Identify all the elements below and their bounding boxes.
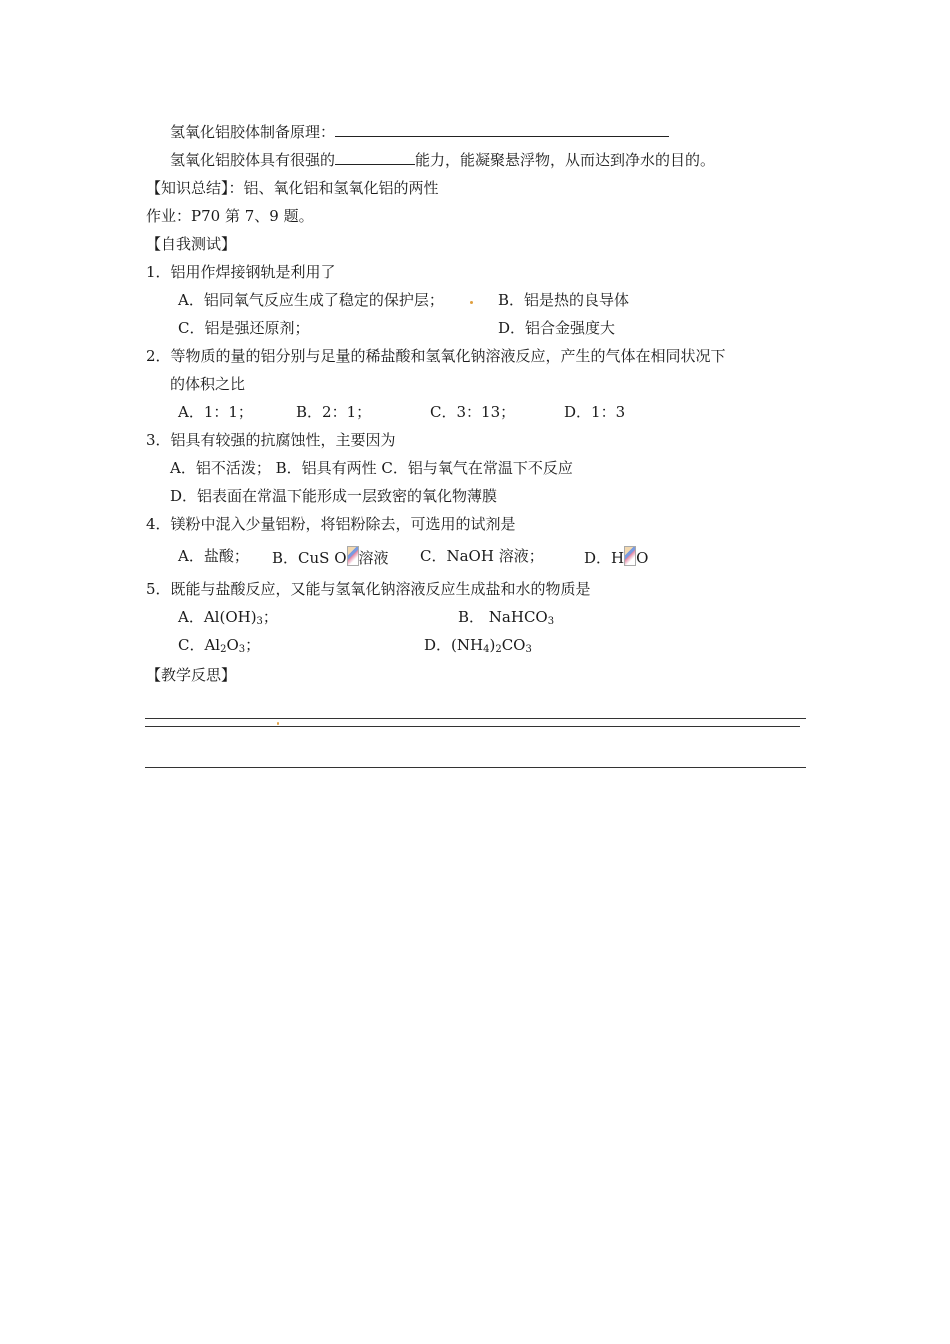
q4-option-b [272,546,389,568]
q3-stem: 3．铝具有较强的抗腐蚀性，主要因为 [146,431,396,449]
q5-d-mid: ) [489,636,496,654]
q5-c-sub1: 2 [220,644,227,655]
q5-b-sub: 3 [547,616,555,627]
stray-dot [470,301,473,304]
q1-option-c: C．铝是强还原剂； [178,319,310,337]
principle-blank[interactable] [335,122,669,137]
q4-b-post: 溶液 [358,549,389,567]
broken-image-icon [624,546,636,566]
q5-c-sub2: 3 [238,644,246,655]
q2-option-b: B．2：1； [296,403,372,421]
q5-a-pre: A．Al(OH) [178,608,257,626]
summary-label: 【知识总结】 [146,179,229,197]
q1-option-a: A．铝同氧气反应生成了稳定的保护层； [178,291,444,309]
q2-stem-2: 的体积之比 [170,375,246,393]
q3-option-d: D．铝表面在常温下能形成一层致密的氧化物薄膜 [170,487,498,505]
reflection-rule-1 [145,718,806,719]
intro-line2-pre: 氢氧化铝胶体具有很强的 [170,151,336,169]
reflection-title: 【教学反思】 [146,666,237,684]
intro-line-2 [170,150,715,170]
q5-c-post: ； [245,636,261,654]
q1-stem: 1．铝用作焊接钢轨是利用了 [146,263,336,281]
q5-stem: 5．既能与盐酸反应，又能与氢氧化钠溶液反应生成盐和水的物质是 [146,580,591,598]
intro-line-1 [170,122,669,142]
q5-a-post: ； [262,608,278,626]
ability-blank[interactable] [335,150,415,165]
q5-c-pre: C．Al [178,636,221,654]
summary-line [146,178,439,198]
q2-stem-1: 2．等物质的量的铝分别与足量的稀盐酸和氢氧化钠溶液反应，产生的气体在相同状况下 [146,347,726,365]
q4-d-post: O [636,549,649,567]
broken-image-icon [347,546,359,566]
q5-option-b [458,607,554,627]
q4-b-pre: B．CuS O [272,549,347,567]
q5-d-pre: D．(NH [424,636,484,654]
q5-a-sub: 3 [256,616,263,627]
reflection-rule-2 [145,726,800,727]
q1-option-d: D．铝合金强度大 [498,319,616,337]
q4-option-c: C．NaOH 溶液； [420,547,544,565]
q1-option-b: B．铝是热的良导体 [498,291,630,309]
q5-d-sub3: 3 [525,644,532,655]
q4-stem: 4．镁粉中混入少量铝粉，将铝粉除去，可选用的试剂是 [146,515,516,533]
summary-text: ：铝、氧化铝和氢氧化铝的两性 [228,179,439,197]
q5-option-c [178,635,260,655]
q2-option-d: D．1：3 [564,403,626,421]
stray-dot [277,722,279,725]
q5-d-post: CO [501,636,526,654]
q4-d-pre: D．H [584,549,625,567]
q3-options-abc: A．铝不活泼； B．铝具有两性 C．铝与氧气在常温下不反应 [170,459,573,477]
intro-line2-post: 能力，能凝聚悬浮物，从而达到净水的目的。 [415,151,716,169]
q5-option-a [178,607,278,627]
q5-c-mid: O [226,636,239,654]
reflection-rule-3 [145,767,806,768]
self-test-title: 【自我测试】 [146,235,237,253]
q2-option-c: C．3：13； [430,403,516,421]
intro-principle-label: 氢氧化铝胶体制备原理： [170,123,336,141]
q4-option-d [584,546,648,568]
q4-option-a: A．盐酸； [178,547,249,565]
homework-line: 作业：P70 第 7、9 题。 [146,207,314,225]
q5-d-sub2: 2 [495,644,502,655]
q5-b-pre: B． NaHCO [458,608,548,626]
q5-d-sub1: 4 [483,644,490,655]
q2-option-a: A．1：1； [178,403,253,421]
q5-option-d [424,635,532,655]
